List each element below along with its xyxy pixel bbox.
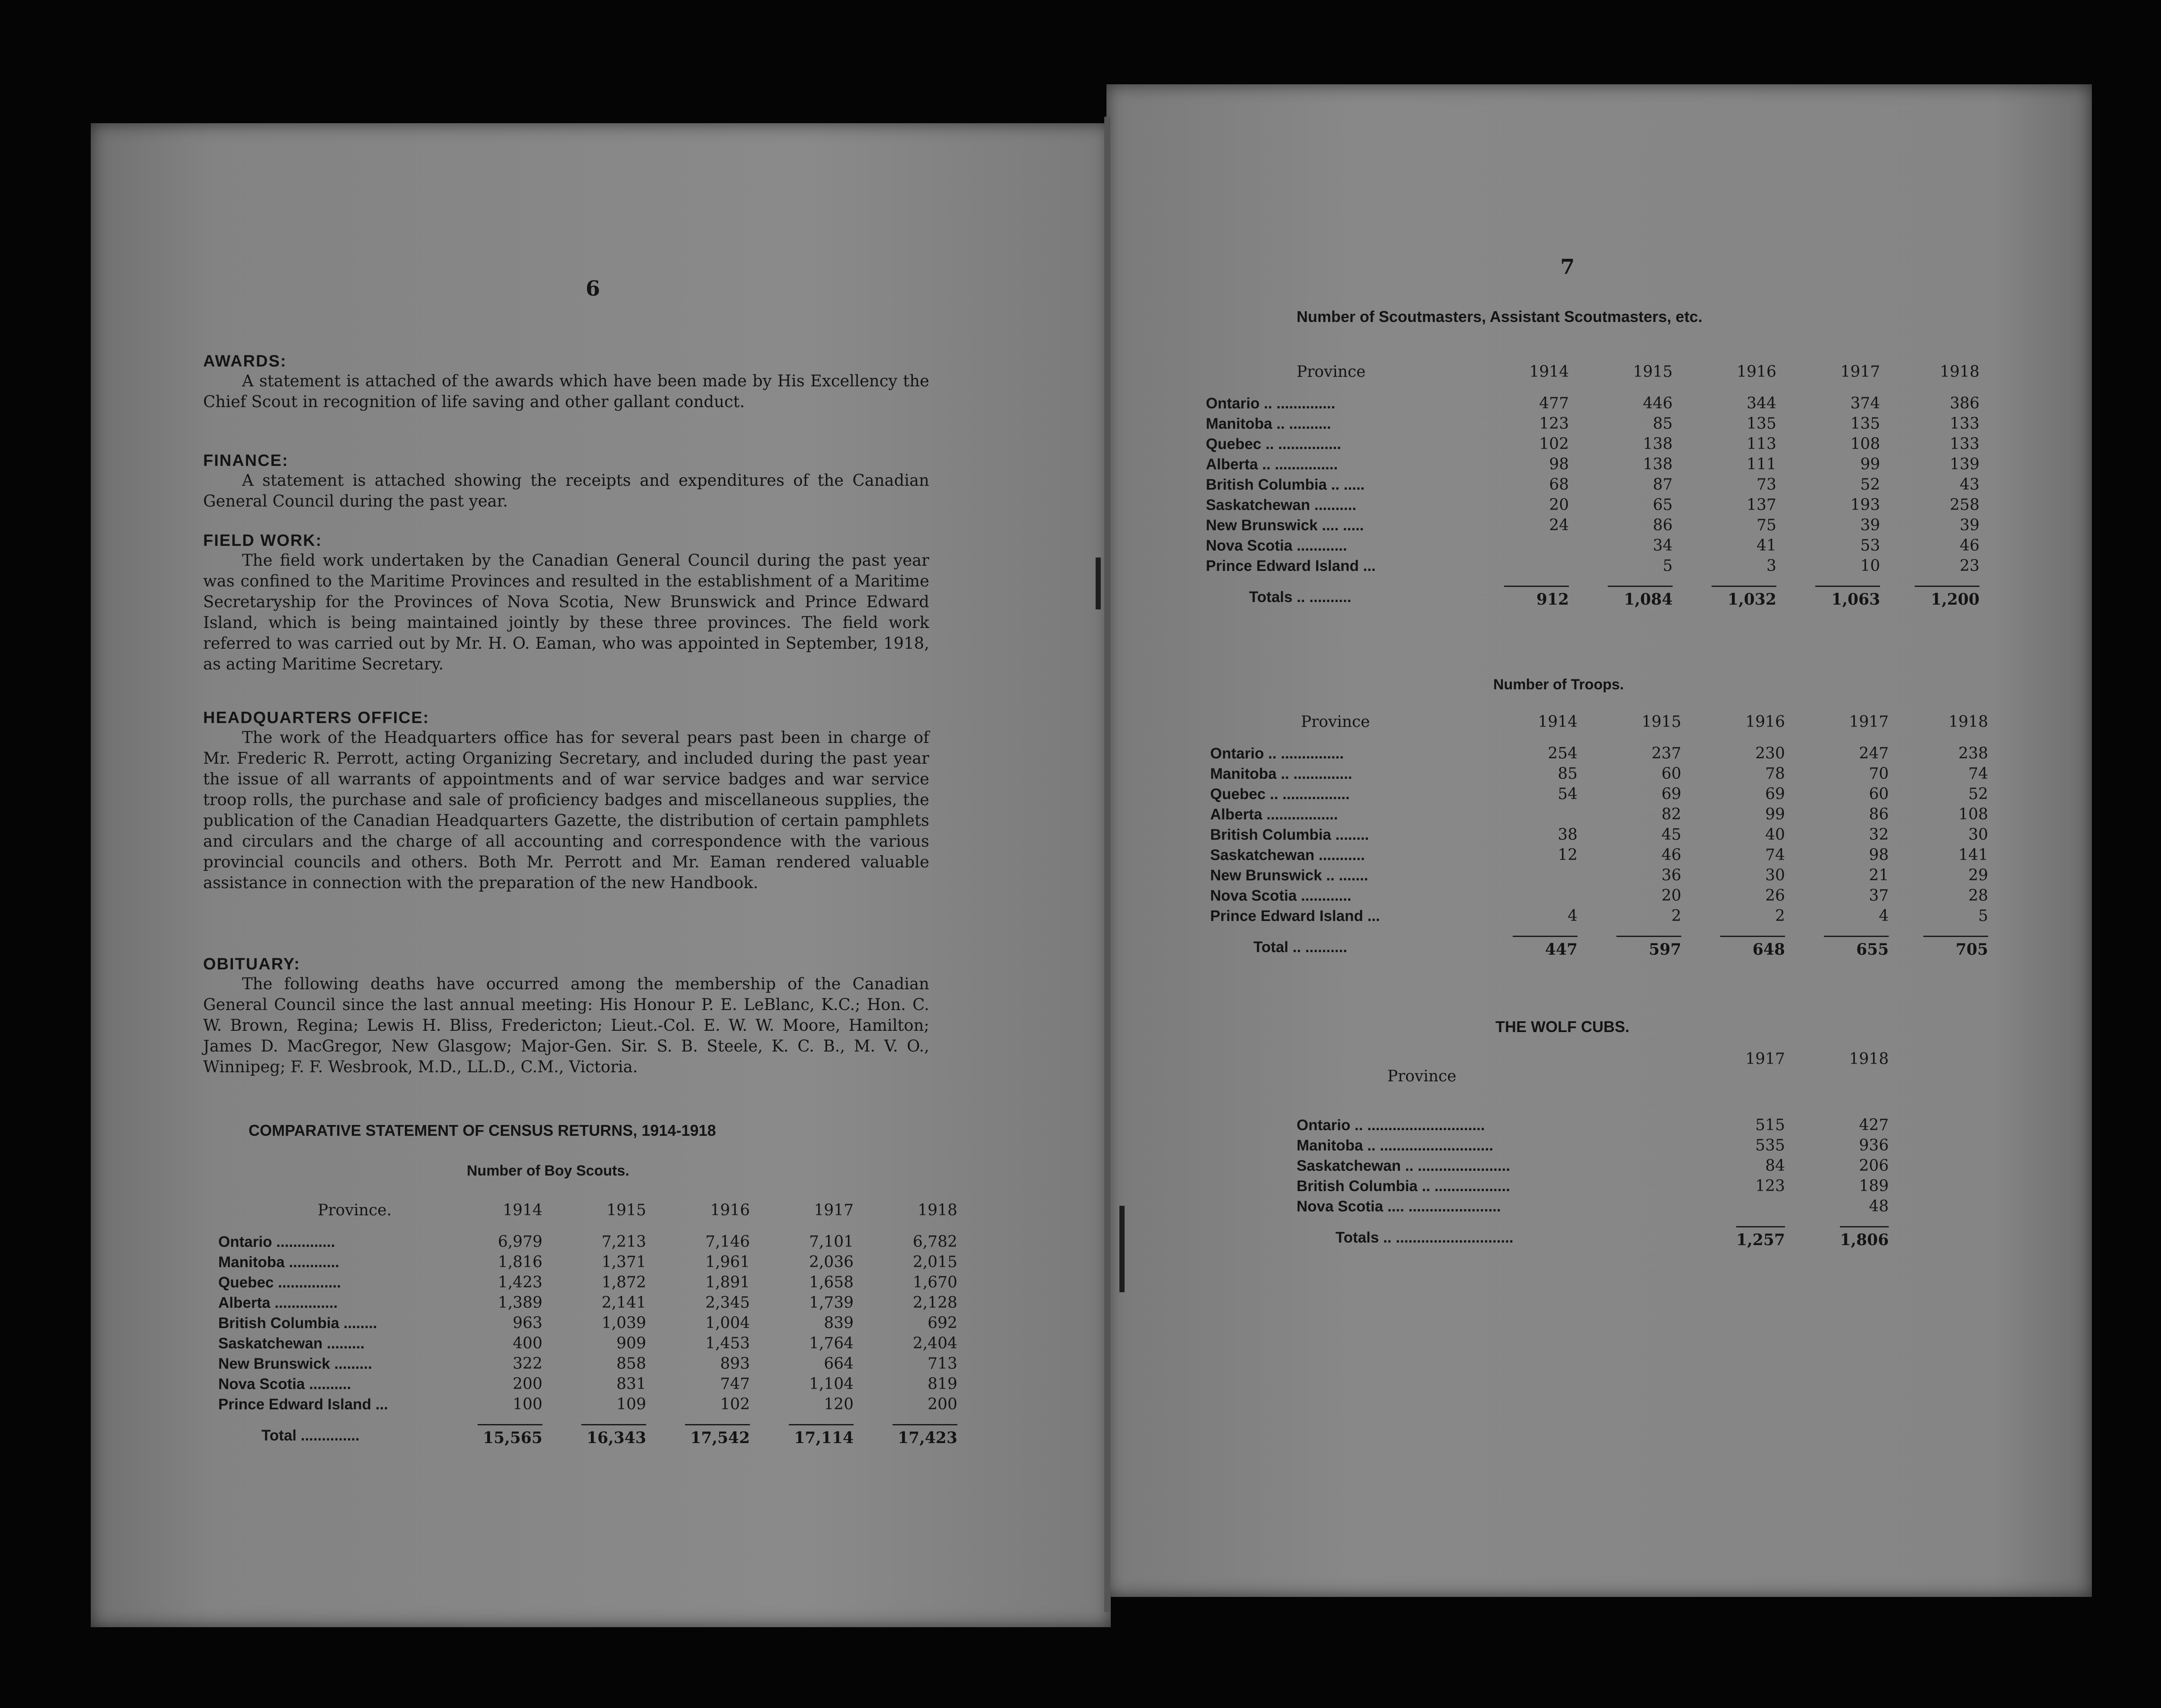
value-cell: 85 <box>1653 415 1673 433</box>
province-cell: Alberta ............... <box>218 1294 338 1311</box>
total-value: 1,032 <box>1712 586 1776 609</box>
value-cell: 819 <box>928 1375 957 1393</box>
wolf-cubs-table <box>1297 1050 1889 1249</box>
table-header-row <box>1297 1050 1889 1115</box>
province-cell: Quebec .. ............... <box>1206 435 1342 452</box>
section-field-work <box>203 532 929 675</box>
column-header: Province <box>1301 713 1370 731</box>
value-cell: 46 <box>1661 846 1681 864</box>
section-heading: FIELD WORK: <box>203 532 322 550</box>
value-cell: 111 <box>1747 456 1776 473</box>
value-cell: 28 <box>1968 887 1988 905</box>
value-cell: 1,658 <box>809 1274 854 1291</box>
value-cell: 10 <box>1860 557 1880 575</box>
value-cell: 1,004 <box>705 1314 750 1332</box>
total-value: 1,257 <box>1736 1226 1785 1249</box>
province-cell: Manitoba .. .......... <box>1206 415 1331 432</box>
total-row <box>1206 576 1979 609</box>
troops-table <box>1210 713 1988 959</box>
value-cell: 7,146 <box>705 1233 750 1251</box>
value-cell <box>1487 556 1569 576</box>
value-cell: 123 <box>1539 415 1569 433</box>
total-label: Totals .. .......... <box>1249 588 1351 605</box>
column-header: Province <box>1297 363 1366 381</box>
value-cell: 2,141 <box>601 1294 646 1312</box>
value-cell: 374 <box>1850 395 1880 412</box>
table-row <box>218 1354 957 1374</box>
table-row <box>218 1232 957 1252</box>
value-cell: 2,345 <box>705 1294 750 1312</box>
province-cell: Manitoba ............ <box>218 1253 340 1271</box>
table-row <box>1297 1156 1889 1176</box>
scoutmasters-table <box>1206 363 1979 609</box>
column-header: 1918 <box>1849 1050 1889 1068</box>
value-cell: 85 <box>1558 765 1578 783</box>
value-cell: 120 <box>824 1396 854 1413</box>
value-cell: 238 <box>1958 745 1988 762</box>
value-cell: 78 <box>1765 765 1785 783</box>
value-cell: 98 <box>1549 456 1569 473</box>
table-row <box>1210 865 1988 886</box>
province-cell: Prince Edward Island ... <box>1210 907 1380 924</box>
table-row <box>1210 906 1988 926</box>
value-cell: 30 <box>1968 826 1988 844</box>
section-finance <box>203 452 929 512</box>
value-cell: 53 <box>1860 537 1880 554</box>
value-cell: 30 <box>1765 867 1785 884</box>
section-text: The field work undertaken by the Canadian General Council during the past year was confined to the Maritime Provinces and resulted in the establishment of a Maritime Secretaryship for the Provinces of Nova Scotia, New Brunswick and Prince Edward Island, which is being maintained jointly by these three provinces. The field work referred to was carried out by Mr. H. O. Eaman, who was appointed in September, 1918, as acting Maritime Secretary. <box>203 551 929 673</box>
column-header: 1918 <box>1940 363 1979 381</box>
section-text: A statement is attached of the awards which have been made by His Excellency the Chief Scout in recognition of life saving and other gallant conduct. <box>203 372 929 411</box>
value-cell: 86 <box>1653 516 1673 534</box>
column-header: 1918 <box>918 1201 957 1219</box>
value-cell: 60 <box>1869 785 1889 803</box>
value-cell: 74 <box>1765 846 1785 864</box>
total-value: 1,063 <box>1815 586 1880 609</box>
value-cell: 68 <box>1549 476 1569 494</box>
table-row <box>1210 743 1988 764</box>
province-cell: British Columbia .. ..... <box>1206 476 1365 493</box>
boy-scouts-title: Number of Boy Scouts. <box>467 1163 629 1179</box>
value-cell: 664 <box>824 1355 854 1373</box>
value-cell: 21 <box>1869 867 1889 884</box>
value-cell: 477 <box>1539 395 1569 412</box>
value-cell: 1,453 <box>705 1335 750 1352</box>
province-cell: Prince Edward Island ... <box>218 1396 388 1413</box>
value-cell: 102 <box>1539 435 1569 453</box>
value-cell: 108 <box>1958 806 1988 823</box>
page-number-left: 6 <box>586 277 600 301</box>
column-header: 1915 <box>1633 363 1673 381</box>
value-cell: 46 <box>1960 537 1979 554</box>
value-cell: 1,371 <box>601 1253 646 1271</box>
value-cell: 2,036 <box>809 1253 854 1271</box>
value-cell: 747 <box>720 1375 750 1393</box>
value-cell: 99 <box>1860 456 1880 473</box>
value-cell: 73 <box>1756 476 1776 494</box>
value-cell: 1,816 <box>497 1253 542 1271</box>
value-cell: 100 <box>513 1396 542 1413</box>
value-cell: 1,872 <box>601 1274 646 1291</box>
value-cell: 2,404 <box>912 1335 957 1352</box>
value-cell: 38 <box>1558 826 1578 844</box>
value-cell <box>1487 535 1569 556</box>
value-cell: 1,389 <box>497 1294 542 1312</box>
column-header: 1915 <box>606 1201 646 1219</box>
value-cell: 69 <box>1661 785 1681 803</box>
value-cell: 48 <box>1869 1198 1889 1215</box>
value-cell: 70 <box>1869 765 1889 783</box>
value-cell: 20 <box>1549 496 1569 514</box>
value-cell: 247 <box>1859 745 1889 762</box>
province-cell: New Brunswick ......... <box>218 1355 372 1372</box>
value-cell: 7,101 <box>809 1233 854 1251</box>
value-cell: 29 <box>1968 867 1988 884</box>
total-value: 648 <box>1720 936 1785 959</box>
province-cell: Nova Scotia .......... <box>218 1375 351 1393</box>
province-cell: Manitoba .. .............. <box>1210 765 1352 782</box>
binding-staple-mark <box>1119 1206 1125 1292</box>
value-cell: 1,670 <box>912 1274 957 1291</box>
value-cell: 4 <box>1568 907 1578 925</box>
table-row <box>1210 886 1988 906</box>
value-cell: 108 <box>1850 435 1880 453</box>
total-value: 1,200 <box>1915 586 1979 609</box>
table-row <box>1210 784 1988 804</box>
value-cell: 99 <box>1765 806 1785 823</box>
table-row <box>1210 845 1988 865</box>
column-header: Province <box>1387 1068 1457 1085</box>
value-cell: 87 <box>1653 476 1673 494</box>
value-cell: 98 <box>1869 846 1889 864</box>
value-cell: 839 <box>824 1314 854 1332</box>
value-cell: 65 <box>1653 496 1673 514</box>
total-value: 15,565 <box>478 1424 542 1447</box>
troops-title: Number of Troops. <box>1493 676 1624 693</box>
value-cell: 1,423 <box>497 1274 542 1291</box>
value-cell: 135 <box>1850 415 1880 433</box>
province-cell: British Columbia ........ <box>218 1314 377 1332</box>
value-cell: 32 <box>1869 826 1889 844</box>
province-cell: New Brunswick .... ..... <box>1206 516 1364 534</box>
column-header: 1914 <box>1538 713 1578 731</box>
value-cell: 1,104 <box>809 1375 854 1393</box>
table-row <box>1206 393 1979 414</box>
column-header: 1917 <box>814 1201 854 1219</box>
table-row <box>1210 804 1988 825</box>
table-row <box>1297 1115 1889 1135</box>
value-cell: 141 <box>1958 846 1988 864</box>
value-cell: 52 <box>1860 476 1880 494</box>
value-cell: 206 <box>1859 1157 1889 1175</box>
value-cell: 893 <box>720 1355 750 1373</box>
total-value: 1,806 <box>1840 1226 1889 1249</box>
column-header: Province. <box>318 1201 392 1219</box>
book-spine <box>1104 117 1110 1612</box>
page-number-right: 7 <box>1560 255 1575 279</box>
value-cell: 254 <box>1548 745 1578 762</box>
value-cell: 74 <box>1968 765 1988 783</box>
table-row <box>1210 764 1988 784</box>
total-value: 705 <box>1923 936 1988 959</box>
total-row <box>1210 926 1988 959</box>
table-row <box>1206 556 1979 576</box>
value-cell: 258 <box>1950 496 1979 514</box>
province-cell: Ontario .............. <box>218 1233 335 1250</box>
value-cell: 5 <box>1978 907 1988 925</box>
section-text: The work of the Headquarters office has for several pears past been in charge of Mr. Frederic R. Perrott, acting Organizing Secretary, and included during the past year the issue of all warrants of appointments and of war service badges and war service troop rolls, the purchase and sale of proficiency badges and miscellaneous supplies, the publication of the Canadian Headquarters Gazette, the distribution of certain pamphlets and circulars and the charge of all accounting and correspondence with the various provincial councils and others. Both Mr. Perrott and Mr. Eaman rendered valuable assistance in connection with the preparation of the new Handbook. <box>203 728 929 892</box>
column-header: 1915 <box>1641 713 1681 731</box>
value-cell: 446 <box>1643 395 1673 412</box>
value-cell: 43 <box>1960 476 1979 494</box>
value-cell: 6,782 <box>912 1233 957 1251</box>
value-cell: 138 <box>1643 456 1673 473</box>
value-cell: 123 <box>1755 1177 1785 1195</box>
total-row <box>1297 1217 1889 1249</box>
province-cell: Alberta .. ............... <box>1206 456 1338 473</box>
value-cell: 135 <box>1747 415 1776 433</box>
value-cell: 12 <box>1558 846 1578 864</box>
value-cell: 200 <box>513 1375 542 1393</box>
value-cell: 5 <box>1663 557 1673 575</box>
total-value: 447 <box>1513 936 1578 959</box>
value-cell: 1,739 <box>809 1294 854 1312</box>
value-cell: 109 <box>616 1396 646 1413</box>
table-header-row <box>1206 363 1979 393</box>
value-cell: 515 <box>1755 1116 1785 1134</box>
value-cell: 3 <box>1766 557 1776 575</box>
boy-scouts-table <box>218 1201 957 1447</box>
total-value: 17,423 <box>892 1424 957 1447</box>
value-cell: 24 <box>1549 516 1569 534</box>
province-cell: British Columbia .. .................. <box>1297 1177 1510 1195</box>
section-headquarters-office <box>203 709 929 893</box>
value-cell: 45 <box>1661 826 1681 844</box>
province-cell: Quebec .. ................ <box>1210 785 1350 803</box>
value-cell <box>1495 865 1578 886</box>
total-label: Totals .. ............................ <box>1335 1229 1514 1246</box>
value-cell: 1,961 <box>705 1253 750 1271</box>
table-row <box>218 1394 957 1415</box>
table-row <box>1210 825 1988 845</box>
table-header-row <box>1210 713 1988 743</box>
value-cell: 139 <box>1950 456 1979 473</box>
value-cell: 193 <box>1850 496 1880 514</box>
value-cell: 102 <box>720 1396 750 1413</box>
value-cell: 39 <box>1860 516 1880 534</box>
value-cell: 2 <box>1671 907 1681 925</box>
table-row <box>218 1333 957 1354</box>
total-value: 912 <box>1504 586 1569 609</box>
value-cell: 322 <box>513 1355 542 1373</box>
table-row <box>1297 1196 1889 1217</box>
value-cell: 909 <box>616 1335 646 1352</box>
value-cell: 1,764 <box>809 1335 854 1352</box>
section-awards <box>203 352 929 412</box>
value-cell: 1,039 <box>601 1314 646 1332</box>
value-cell: 26 <box>1765 887 1785 905</box>
value-cell: 535 <box>1755 1137 1785 1154</box>
province-cell: New Brunswick .. ....... <box>1210 867 1368 884</box>
value-cell: 137 <box>1747 496 1776 514</box>
table-row <box>218 1293 957 1313</box>
value-cell: 200 <box>928 1396 957 1413</box>
column-header: 1914 <box>503 1201 542 1219</box>
total-value: 1,084 <box>1608 586 1673 609</box>
column-header: 1914 <box>1529 363 1569 381</box>
value-cell: 113 <box>1747 435 1776 453</box>
table-row <box>1206 495 1979 515</box>
province-cell: Nova Scotia .... ...................... <box>1297 1198 1501 1215</box>
value-cell: 60 <box>1661 765 1681 783</box>
section-text: A statement is attached showing the receipts and expenditures of the Canadian General Council during the past year. <box>203 471 929 510</box>
value-cell: 52 <box>1968 785 1988 803</box>
province-cell: Ontario .. .............. <box>1206 395 1335 412</box>
column-header: 1918 <box>1948 713 1988 731</box>
value-cell: 84 <box>1765 1157 1785 1175</box>
column-header: 1916 <box>1745 713 1785 731</box>
province-cell: Saskatchewan .......... <box>1206 496 1357 513</box>
table-row <box>1297 1176 1889 1196</box>
table-row <box>1206 414 1979 434</box>
value-cell: 23 <box>1960 557 1979 575</box>
value-cell: 344 <box>1747 395 1776 412</box>
binding-staple-mark <box>1096 558 1101 609</box>
value-cell: 7,213 <box>601 1233 646 1251</box>
value-cell: 6,979 <box>497 1233 542 1251</box>
table-row <box>1297 1135 1889 1156</box>
province-cell: Saskatchewan ......... <box>218 1335 365 1352</box>
value-cell: 230 <box>1755 745 1785 762</box>
total-row <box>218 1415 957 1447</box>
section-text: The following deaths have occurred among the membership of the Canadian General Council since the last annual meeting: His Honour P. E. LeBlanc, K.C.; Hon. C. W. Brown, Regina; Lewis H. Bliss, Fredericton; Lieut.-Col. E. W. W. Moore, Hamilton; James D. MacGregor, New Glasgow; Major-Gen. Sir. S. B. Steele, K. C. B., M. V. O., Winnipeg; F. F. Wesbrook, M.D., LL.D., C.M., Victoria. <box>203 975 929 1076</box>
census-title: COMPARATIVE STATEMENT OF CENSUS RETURNS, 1914-1918 <box>249 1122 716 1139</box>
column-header: 1917 <box>1745 1050 1785 1068</box>
column-header: 1917 <box>1849 713 1889 731</box>
value-cell: 86 <box>1869 806 1889 823</box>
value-cell: 2,015 <box>912 1253 957 1271</box>
total-value: 597 <box>1616 936 1681 959</box>
section-heading: HEADQUARTERS OFFICE: <box>203 709 430 727</box>
total-value: 16,343 <box>581 1424 646 1447</box>
value-cell: 82 <box>1661 806 1681 823</box>
value-cell: 237 <box>1651 745 1681 762</box>
value-cell: 40 <box>1765 826 1785 844</box>
table-header-row <box>218 1201 957 1232</box>
value-cell: 138 <box>1643 435 1673 453</box>
province-cell: Manitoba .. ........................... <box>1297 1137 1494 1154</box>
value-cell: 189 <box>1859 1177 1889 1195</box>
value-cell: 69 <box>1765 785 1785 803</box>
value-cell: 2 <box>1775 907 1785 925</box>
table-row <box>1206 475 1979 495</box>
value-cell: 963 <box>513 1314 542 1332</box>
value-cell: 400 <box>513 1335 542 1352</box>
province-cell: Saskatchewan .. ...................... <box>1297 1157 1511 1174</box>
table-row <box>1206 515 1979 535</box>
value-cell: 936 <box>1859 1137 1889 1154</box>
total-value: 655 <box>1824 936 1889 959</box>
value-cell <box>1495 886 1578 906</box>
section-heading: FINANCE: <box>203 452 289 470</box>
value-cell: 41 <box>1756 537 1776 554</box>
value-cell: 54 <box>1558 785 1578 803</box>
value-cell: 713 <box>928 1355 957 1373</box>
total-value: 17,542 <box>685 1424 750 1447</box>
value-cell: 39 <box>1960 516 1979 534</box>
total-label: Total .. .......... <box>1253 938 1348 956</box>
value-cell: 37 <box>1869 887 1889 905</box>
table-row <box>218 1272 957 1293</box>
column-header: 1916 <box>710 1201 750 1219</box>
province-cell: Quebec ............... <box>218 1274 341 1291</box>
province-cell: Ontario .. ............... <box>1210 745 1344 762</box>
province-cell: Ontario .. ............................ <box>1297 1116 1485 1134</box>
column-header: 1916 <box>1737 363 1776 381</box>
column-header: 1917 <box>1840 363 1880 381</box>
total-value: 17,114 <box>789 1424 854 1447</box>
value-cell: 75 <box>1756 516 1776 534</box>
value-cell: 133 <box>1950 435 1979 453</box>
value-cell: 858 <box>616 1355 646 1373</box>
value-cell: 692 <box>928 1314 957 1332</box>
value-cell: 34 <box>1653 537 1673 554</box>
table-row <box>1206 535 1979 556</box>
scoutmasters-title: Number of Scoutmasters, Assistant Scoutmasters, etc. <box>1297 308 1702 325</box>
table-row <box>1206 434 1979 454</box>
value-cell: 2,128 <box>912 1294 957 1312</box>
wolf-cubs-title: THE WOLF CUBS. <box>1495 1018 1629 1036</box>
value-cell: 831 <box>616 1375 646 1393</box>
province-cell: Alberta ................. <box>1210 806 1338 823</box>
province-cell: Prince Edward Island ... <box>1206 557 1376 574</box>
province-cell: Nova Scotia ............ <box>1210 887 1351 904</box>
table-row <box>218 1252 957 1272</box>
value-cell: 20 <box>1661 887 1681 905</box>
section-heading: OBITUARY: <box>203 955 300 973</box>
table-row <box>218 1374 957 1394</box>
value-cell: 386 <box>1950 395 1979 412</box>
table-row <box>218 1313 957 1333</box>
total-label: Total .............. <box>261 1427 360 1444</box>
value-cell: 1,891 <box>705 1274 750 1291</box>
section-obituary <box>203 955 929 1077</box>
value-cell: 427 <box>1859 1116 1889 1134</box>
province-cell: Saskatchewan ........... <box>1210 846 1365 864</box>
value-cell <box>1495 804 1578 825</box>
province-cell: British Columbia ........ <box>1210 826 1369 843</box>
value-cell: 133 <box>1950 415 1979 433</box>
value-cell: 4 <box>1879 907 1889 925</box>
table-row <box>1206 454 1979 475</box>
value-cell: 36 <box>1661 867 1681 884</box>
section-heading: AWARDS: <box>203 352 287 370</box>
value-cell <box>1712 1196 1785 1217</box>
province-cell: Nova Scotia ............ <box>1206 537 1347 554</box>
